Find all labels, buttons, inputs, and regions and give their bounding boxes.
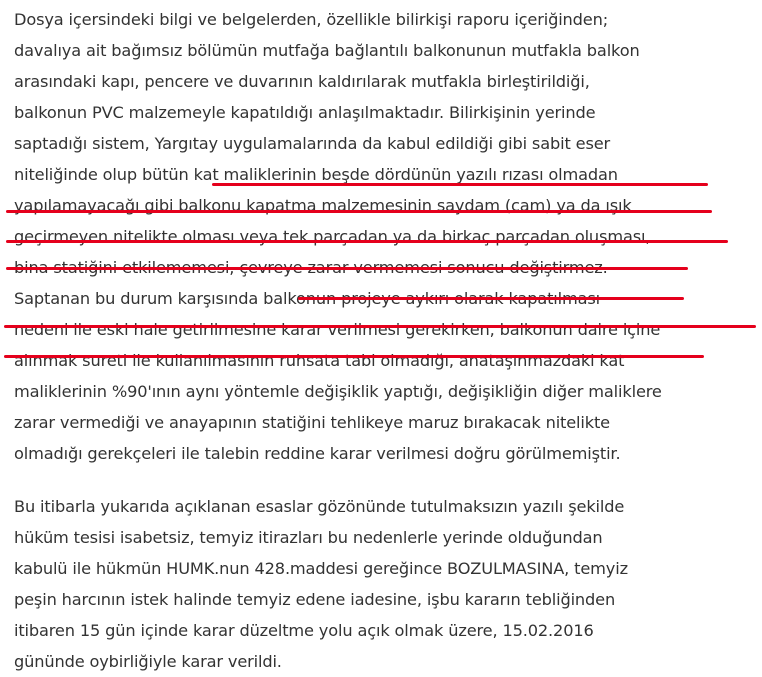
text-line: kabulü ile hükmün HUMK.nun 428.maddesi gereğince BOZULMASINA, temyiz bbox=[14, 559, 628, 578]
text-line: saptadığı sistem, Yargıtay uygulamalarında da kabul edildiği gibi sabit eser bbox=[14, 134, 611, 153]
highlight-underline bbox=[212, 183, 708, 186]
highlight-underline bbox=[6, 210, 712, 213]
text-line: arasındaki kapı, pencere ve duvarının kaldırılarak mutfakla birleştirildiği, bbox=[14, 72, 590, 91]
text-line: hüküm tesisi isabetsiz, temyiz itirazları bu nedenlerle yerinde olduğundan bbox=[14, 528, 603, 547]
text-line: itibaren 15 gün içinde karar düzeltme yolu açık olmak üzere, 15.02.2016 bbox=[14, 621, 594, 640]
text-line: davalıya ait bağımsız bölümün mutfağa bağlantılı balkonunun mutfakla balkon bbox=[14, 41, 640, 60]
text-line: Dosya içersindeki bilgi ve belgelerden, özellikle bilirkişi raporu içeriğinden; bbox=[14, 10, 609, 29]
text-line: niteliğinde olup bütün kat maliklerinin beşde dördünün yazılı rızası olmadan bbox=[14, 165, 618, 184]
text-line: nedeni ile eski hale getirilmesine karar verilmesi gerekirken, balkonun daire içine bbox=[14, 320, 661, 339]
highlight-underline bbox=[6, 267, 688, 270]
text-line: balkonun PVC malzemeyle kapatıldığı anlaşılmaktadır. Bilirkişinin yerinde bbox=[14, 103, 596, 122]
text-line: bina statiğini etkilememesi, çevreye zarar vermemesi sonucu değiştirmez. bbox=[14, 258, 608, 277]
text-line: gününde oybirliğiyle karar verildi. bbox=[14, 652, 282, 671]
document-body bbox=[14, 4, 754, 677]
highlight-underline bbox=[4, 355, 704, 358]
text-line: yapılamayacağı gibi balkonu kapatma malzemesinin saydam (cam) ya da ışık bbox=[14, 196, 632, 215]
text-line: alınmak sureti ile kullanılmasının ruhsata tabi olmadığı, anataşınmazdaki kat bbox=[14, 351, 625, 370]
text-line: geçirmeyen nitelikte olması veya tek parçadan ya da birkaç parçadan oluşması, bbox=[14, 227, 651, 246]
paragraph-1 bbox=[14, 4, 754, 469]
paragraph-gap bbox=[14, 469, 754, 491]
highlight-underline bbox=[6, 240, 728, 243]
text-line: maliklerinin %90'ının aynı yöntemle değişiklik yaptığı, değişikliğin diğer maliklere bbox=[14, 382, 662, 401]
text-line: Bu itibarla yukarıda açıklanan esaslar gözönünde tutulmaksızın yazılı şekilde bbox=[14, 497, 625, 516]
highlight-underline bbox=[4, 325, 756, 328]
text-line: Saptanan bu durum karşısında balkonun projeye aykırı olarak kapatılması bbox=[14, 289, 601, 308]
text-line: zarar vermediği ve anayapının statiğini tehlikeye maruz bırakacak nitelikte bbox=[14, 413, 610, 432]
paragraph-2 bbox=[14, 491, 754, 677]
text-line: peşin harcının istek halinde temyiz edene iadesine, işbu kararın tebliğinden bbox=[14, 590, 616, 609]
text-line: olmadığı gerekçeleri ile talebin reddine karar verilmesi doğru görülmemiştir. bbox=[14, 444, 621, 463]
highlight-underline bbox=[298, 297, 684, 300]
